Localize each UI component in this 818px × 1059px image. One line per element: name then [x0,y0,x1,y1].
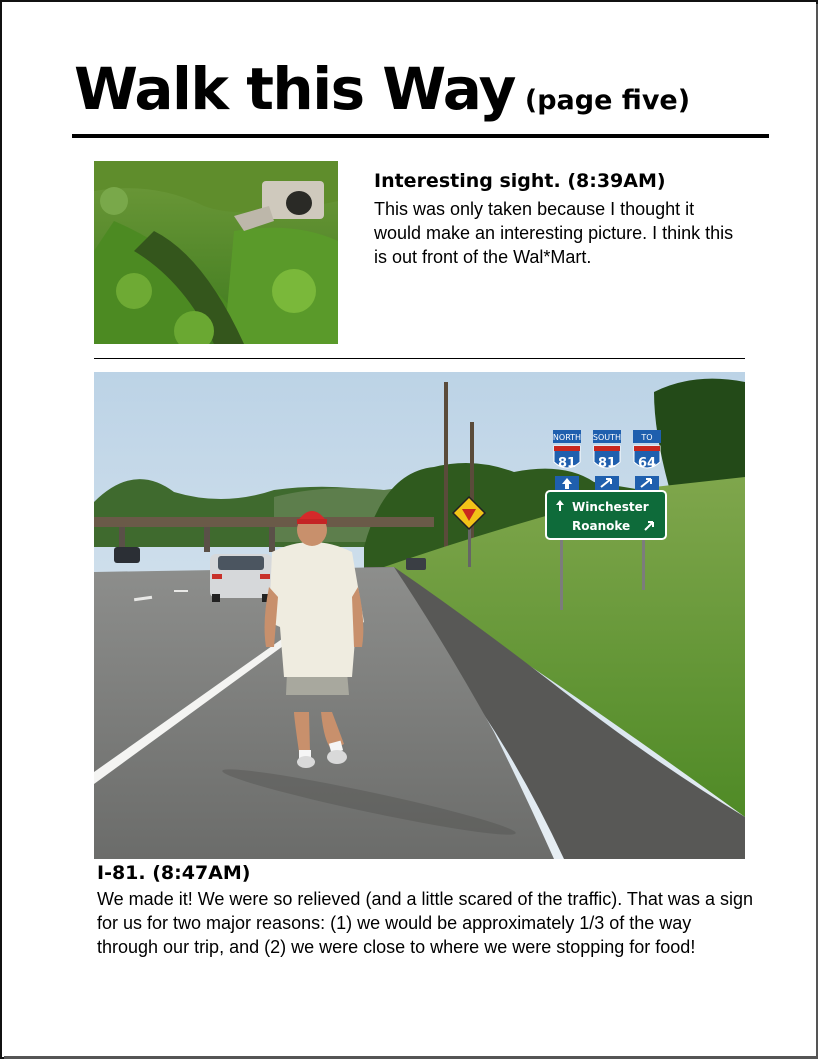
highway-photo [94,372,745,859]
caption-2-heading: I-81. (8:47AM) [97,862,251,884]
svg-text:Winchester: Winchester [572,500,649,514]
svg-text:NORTH: NORTH [552,433,582,442]
page-title [74,55,691,123]
caption-1-heading: Interesting sight. (8:39AM) [374,170,666,192]
svg-text:TO: TO [641,433,653,442]
title-page-number: (page five) [524,85,691,116]
interstate-sign-north-81 [553,430,581,490]
svg-text:81: 81 [597,456,617,471]
winchester-roanoke-guide-sign [546,491,666,539]
caption-2-text: We made it! We were so relieved (and a little scared of the traffic). That was a sign for us for two major reasons: (1) we would be approximately 1/3 of the way through our trip, and (2) we were close to where we were stopping for food! [97,889,753,957]
svg-text:81: 81 [557,456,577,471]
interstate-sign-south-81 [593,430,621,490]
svg-text:SOUTH: SOUTH [592,433,622,442]
caption-1-text: This was only taken because I thought it would make an interesting picture. I think this is out front of the Wal*Mart. [374,199,734,267]
title-underline [72,134,769,138]
section-divider [94,358,745,359]
svg-text:64: 64 [637,456,657,471]
title-main: Walk this Way [74,55,515,123]
interstate-sign-to-64 [633,430,661,490]
culvert-photo [94,161,338,344]
svg-text:Roanoke: Roanoke [572,519,631,533]
